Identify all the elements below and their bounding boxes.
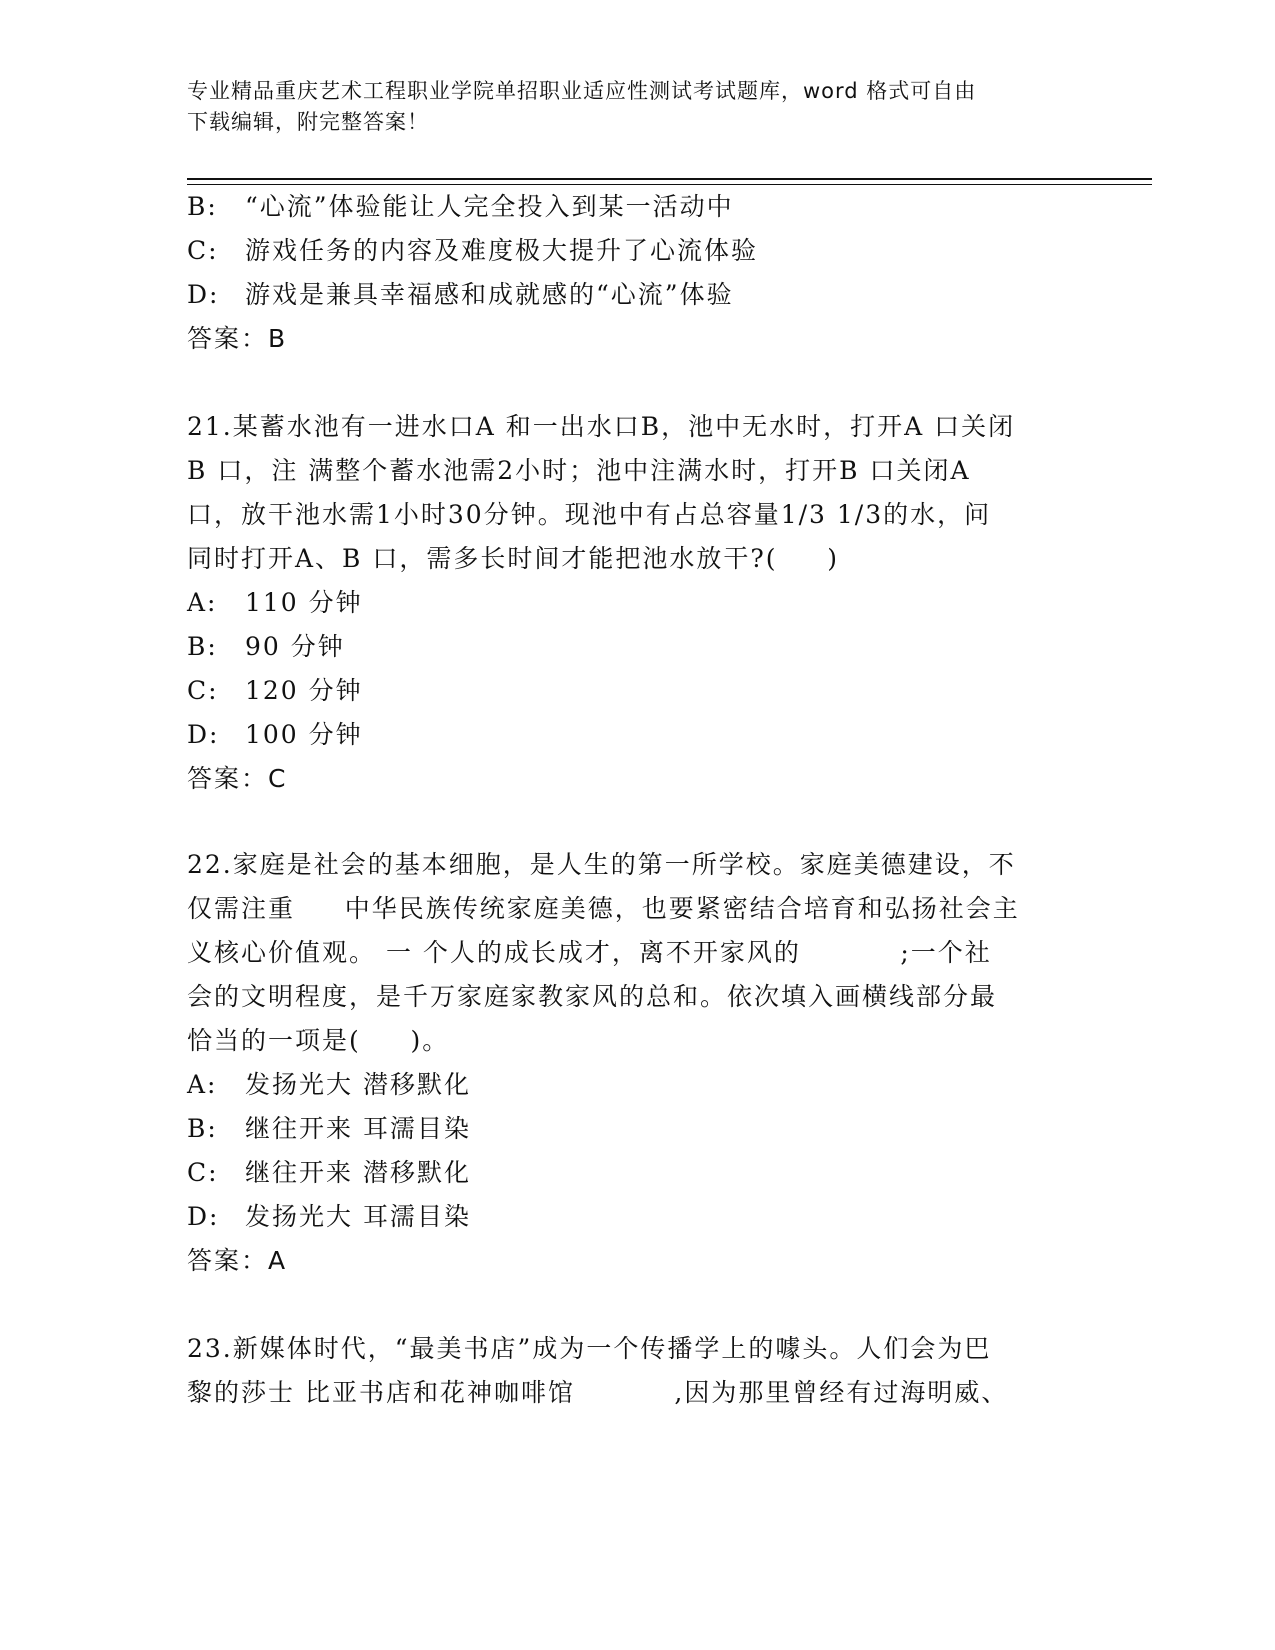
option-text: 发扬光大 耳濡目染 [245,1202,471,1231]
option-row [187,234,758,268]
option-row [187,1068,471,1102]
header-line-1: 专业精品重庆艺术工程职业学院单招职业适应性测试考试题库，word 格式可自由 [187,79,977,103]
option-label: B: [187,632,218,661]
question-text-line: 23.新媒体时代，“最美书店”成为一个传播学上的噱头。人们会为巴 [187,1334,992,1363]
answer-line: 答案：B [187,324,288,353]
option-label: D: [187,720,220,749]
option-row [187,1156,471,1190]
question-text-line: 仅需注重 中华民族传统家庭美德，也要紧密结合培育和弘扬社会主 [187,894,1020,923]
option-row [187,674,363,708]
header-divider-thin [187,184,1152,185]
option-text: 发扬光大 潜移默化 [245,1070,471,1099]
option-row [187,586,363,620]
option-row [187,1200,471,1234]
header-line-2: 下载编辑，附完整答案！ [187,110,429,134]
option-text: “心流”体验能让人完全投入到某一活动中 [245,192,734,221]
question-text-line: 口，放干池水需1小时30分钟。现池中有占总容量1/3 1/3的水，问 [187,500,992,529]
option-label: C: [187,1158,219,1187]
question-text-line: B 口，注 满整个蓄水池需2小时；池中注满水时，打开B 口关闭A [187,456,971,485]
option-row [187,190,734,224]
option-label: B: [187,192,218,221]
option-text: 90 分钟 [245,632,345,661]
option-text: 继往开来 潜移默化 [245,1158,471,1187]
option-row [187,278,734,312]
question-text-line: 21.某蓄水池有一进水口A 和一出水口B，池中无水时，打开A 口关闭 [187,412,1016,441]
option-text: 110 分钟 [245,588,363,617]
option-text: 120 分钟 [245,676,363,705]
option-text: 游戏是兼具幸福感和成就感的“心流”体验 [245,280,734,309]
header-divider-thick [187,178,1152,180]
option-label: D: [187,280,220,309]
option-label: B: [187,1114,218,1143]
option-text: 继往开来 耳濡目染 [245,1114,471,1143]
question-text-line: 义核心价值观。 一 个人的成长成才，离不开家风的 ;一个社 [187,938,992,967]
option-row [187,1112,471,1146]
question-text-line: 黎的莎士 比亚书店和花神咖啡馆 ,因为那里曾经有过海明威、 [187,1378,1009,1407]
question-text-line: 会的文明程度，是千万家庭家教家风的总和。依次填入画横线部分最 [187,982,998,1011]
answer-line: 答案：A [187,1246,288,1275]
question-text-line: 同时打开A、B 口，需多长时间才能把池水放干?( ) [187,544,840,573]
option-label: D: [187,1202,220,1231]
option-text: 游戏任务的内容及难度极大提升了心流体验 [245,236,759,265]
option-row [187,630,345,664]
page-header [187,76,1067,138]
option-label: A: [187,1070,218,1099]
option-text: 100 分钟 [245,720,363,749]
option-row [187,718,363,752]
answer-line: 答案：C [187,764,288,793]
question-text-line: 22.家庭是社会的基本细胞，是人生的第一所学校。家庭美德建设，不 [187,850,1016,879]
option-label: A: [187,588,218,617]
option-label: C: [187,676,219,705]
question-text-line: 恰当的一项是( )。 [187,1026,450,1055]
option-label: C: [187,236,219,265]
